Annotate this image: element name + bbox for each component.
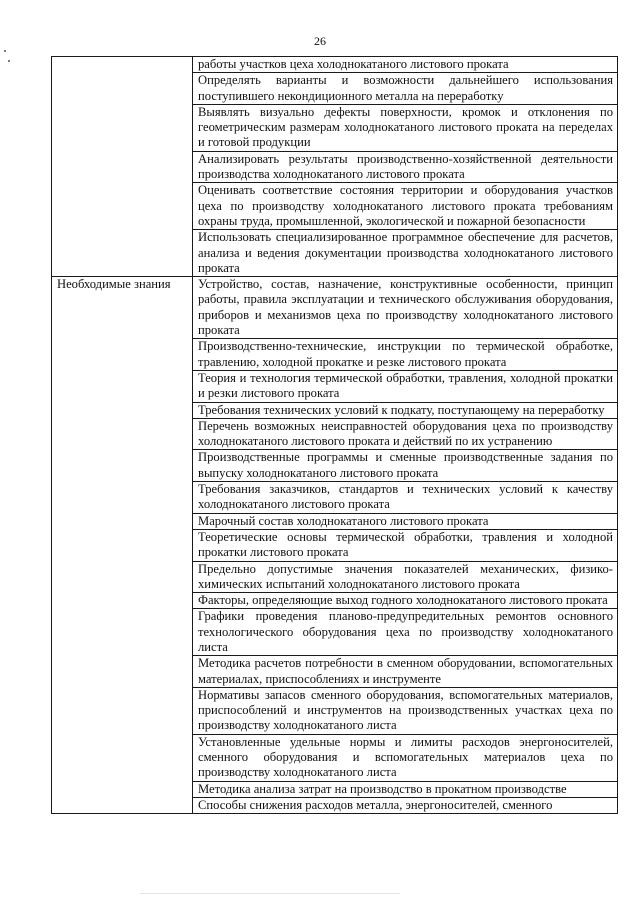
knowledge-label-cell: Необходимые знания xyxy=(52,277,193,814)
knowledge-cell: Теоретические основы термической обработки, травления и холодной прокатки листового проката xyxy=(193,529,618,561)
knowledge-cell: Производственные программы и сменные производственные задания по выпуску холоднокатаного листового проката xyxy=(193,450,618,482)
knowledge-cell: Теория и технология термической обработки, травления, холодной прокатки и резки листового проката xyxy=(193,370,618,402)
knowledge-cell: Марочный состав холоднокатаного листового проката xyxy=(193,513,618,529)
skill-cell: Использовать специализированное программное обеспечение для расчетов, анализа и ведения документации производства холоднокатаного листового проката xyxy=(193,230,618,277)
knowledge-cell: Способы снижения расходов металла, энергоносителей, сменного xyxy=(193,797,618,813)
knowledge-cell: Перечень возможных неисправностей оборудования цеха по производству холоднокатаного листового проката и действий по их устранению xyxy=(193,418,618,450)
skill-cell: Оценивать соответствие состояния территории и оборудования участков цеха по производству холоднокатаного листового проката требованиям охраны труда, промышленной, экологической и пожарной безопасности xyxy=(193,183,618,230)
page-number: 26 xyxy=(314,34,326,48)
page-bottom-line xyxy=(140,893,400,894)
table-row xyxy=(52,277,618,339)
knowledge-cell: Графики проведения планово-предупредительных ремонтов основного технологического оборудования цеха по производству холоднокатаного листа xyxy=(193,609,618,656)
knowledge-cell: Устройство, состав, назначение, конструктивные особенности, принцип работы, правила эксплуатации и технического обслуживания оборудования, приборов и механизмов цеха по производству холоднокатаного листового проката xyxy=(193,277,618,339)
skill-cell: работы участков цеха холоднокатаного листового проката xyxy=(193,57,618,73)
skill-cell: Анализировать результаты производственно-хозяйственной деятельности производства холоднокатаного листового проката xyxy=(193,151,618,183)
skill-cell: Определять варианты и возможности дальнейшего использования поступившего некондиционного металла на переработку xyxy=(193,73,618,105)
knowledge-cell: Методика анализа затрат на производство в прокатном производстве xyxy=(193,781,618,797)
table-row xyxy=(52,57,618,73)
knowledge-cell: Предельно допустимые значения показателей механических, физико-химических испытаний холоднокатаного листового проката xyxy=(193,561,618,593)
knowledge-cell: Методика расчетов потребности в сменном оборудовании, вспомогательных материалах, приспособлениях и инструменте xyxy=(193,656,618,688)
competency-table xyxy=(51,56,618,814)
knowledge-cell: Нормативы запасов сменного оборудования, вспомогательных материалов, приспособлений и инструментов на производственных участках цеха по производству холоднокатаного листа xyxy=(193,687,618,734)
scan-speck xyxy=(8,60,10,62)
skill-cell: Выявлять визуально дефекты поверхности, кромок и отклонения по геометрическим размерам холоднокатаного листового проката на переделах и готовой продукции xyxy=(193,104,618,151)
knowledge-cell: Требования технических условий к подкату, поступающему на переработку xyxy=(193,402,618,418)
knowledge-cell: Факторы, определяющие выход годного холоднокатаного листового проката xyxy=(193,593,618,609)
knowledge-cell: Производственно-технические, инструкции по термической обработке, травлению, холодной прокатке и резке листового проката xyxy=(193,339,618,371)
scan-speck xyxy=(4,50,6,52)
skills-label-cell xyxy=(52,57,193,277)
knowledge-cell: Установленные удельные нормы и лимиты расходов энергоносителей, сменного оборудования и вспомогательных материалов цеха по производству холоднокатаного листа xyxy=(193,734,618,781)
knowledge-cell: Требования заказчиков, стандартов и технических условий к качеству холоднокатаного листового проката xyxy=(193,482,618,514)
